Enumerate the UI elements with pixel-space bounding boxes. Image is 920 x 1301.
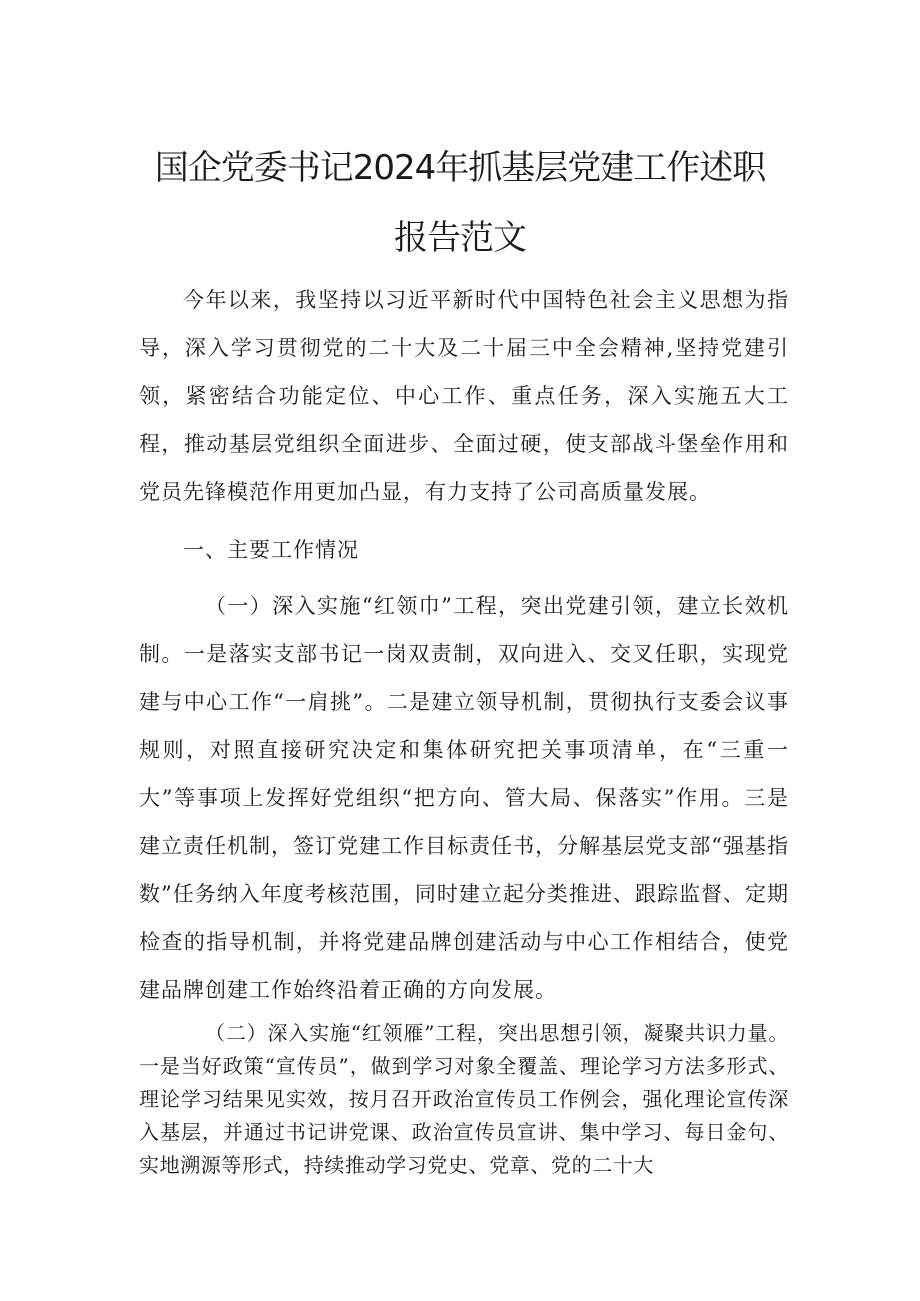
document-title-line-1: 国企党委书记2024年抓基层党建工作述职 <box>154 148 766 188</box>
section-heading-main-work: 一、主要工作情况 <box>183 538 359 562</box>
document-title-line-2: 报告范文 <box>394 218 526 258</box>
paragraph-red-goose-project: （二）深入实施“红领雁”工程，突出思想引领，凝聚共识力量。一是当好政策“宣传员”，做到学习对象全覆盖、理论学习方法多形式、理论学习结果见实效，按月召开政治宣传员工作例会，强化理论宣传深入基层，并通过书记讲党课、政治宣传员宣讲、集中学习、每日金句、实地溯源等形式，持续推动学习党史、党章、党的二十大 <box>139 1021 789 1177</box>
paragraph-red-scarf-project: （一）深入实施“红领巾”工程，突出党建引领，建立长效机制。一是落实支部书记一岗双责制，双向进入、交叉任职，实现党建与中心工作“一肩挑”。二是建立领导机制，贯彻执行支委会议事规则，对照直接研究决定和集体研究把关事项清单，在“三重一大”等事项上发挥好党组织“把方向、管大局、保落实”作用。三是建立责任机制，签订党建工作目标责任书，分解基层党支部“强基指数”任务纳入年度考核范围，同时建立起分类推进、跟踪监督、定期检查的指导机制，并将党建品牌创建活动与中心工作相结合，使党建品牌创建工作始终沿着正确的方向发展。 <box>139 594 789 1002</box>
intro-paragraph: 今年以来，我坚持以习近平新时代中国特色社会主义思想为指导，深入学习贯彻党的二十大及二十届三中全会精神,坚持党建引领，紧密结合功能定位、中心工作、重点任务，深入实施五大工程，推动基层党组织全面进步、全面过硬，使支部战斗堡垒作用和党员先锋模范作用更加凸显，有力支持了公司高质量发展。 <box>139 288 789 504</box>
